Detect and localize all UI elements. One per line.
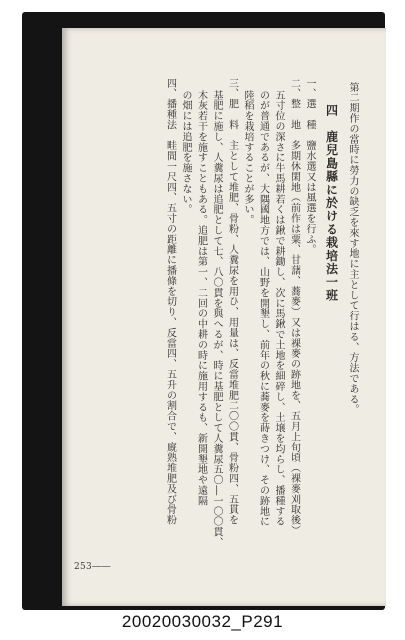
book-spread xyxy=(22,12,385,610)
section-heading: 四 鹿兒島縣に於ける栽培法一班 xyxy=(324,104,339,302)
text-line: 第二期作の當時に勞力の缺乏を來す地に主として行はる、方法である。 xyxy=(347,82,358,415)
text-line: 四、播種法 畦間一尺四、五寸の距離に播條を切り、反當四、五升の割合で、廐熟堆肥及び骨粉 xyxy=(164,78,176,526)
book-page xyxy=(62,28,386,606)
text-line: 基肥に施し、人糞尿は追肥として七、八〇貫を與へるが、時に基肥として人糞尿五〇―一〇〇貫、 xyxy=(211,90,222,548)
text-line: 三、肥 料 主として堆肥、骨粉、人糞尿を用ひ、用量は、反當堆肥二〇〇貫、骨粉四、五貫を xyxy=(226,78,238,526)
text-line: 五寸位の深さに牛馬耕若くは鍬で耕鋤し、次に馬鍬で土地を細碎し、土壌を均らし、播種する xyxy=(273,90,284,527)
text-line: 二、整 地 多期休閑地（前作は粟、甘藷、蕎麥）又は裸麥の跡地を、五月上旬頃（裸麥刈取後） xyxy=(288,78,300,536)
text-line: 木灰若干を施すこともある。追肥は第一、二回の中耕の時に施用するも、新開墾地や遠隔 xyxy=(195,90,207,506)
text-line: 陸稻を栽培することが多い。 xyxy=(242,90,253,226)
page-number: 253―― xyxy=(74,562,111,572)
text-line: のが普通であるが、大隅國地方では、山野を開墾し、前年の秋に蕎麥を蒔きつけ、その跡地に xyxy=(257,90,269,527)
image-caption: 20020030032_P291 xyxy=(121,612,284,631)
text-line: の畑には追肥を施さない。 xyxy=(180,90,191,215)
text-line: 一、選 種 鹽水選又は風選を行ふ。 xyxy=(304,78,315,255)
page-text xyxy=(70,78,360,568)
